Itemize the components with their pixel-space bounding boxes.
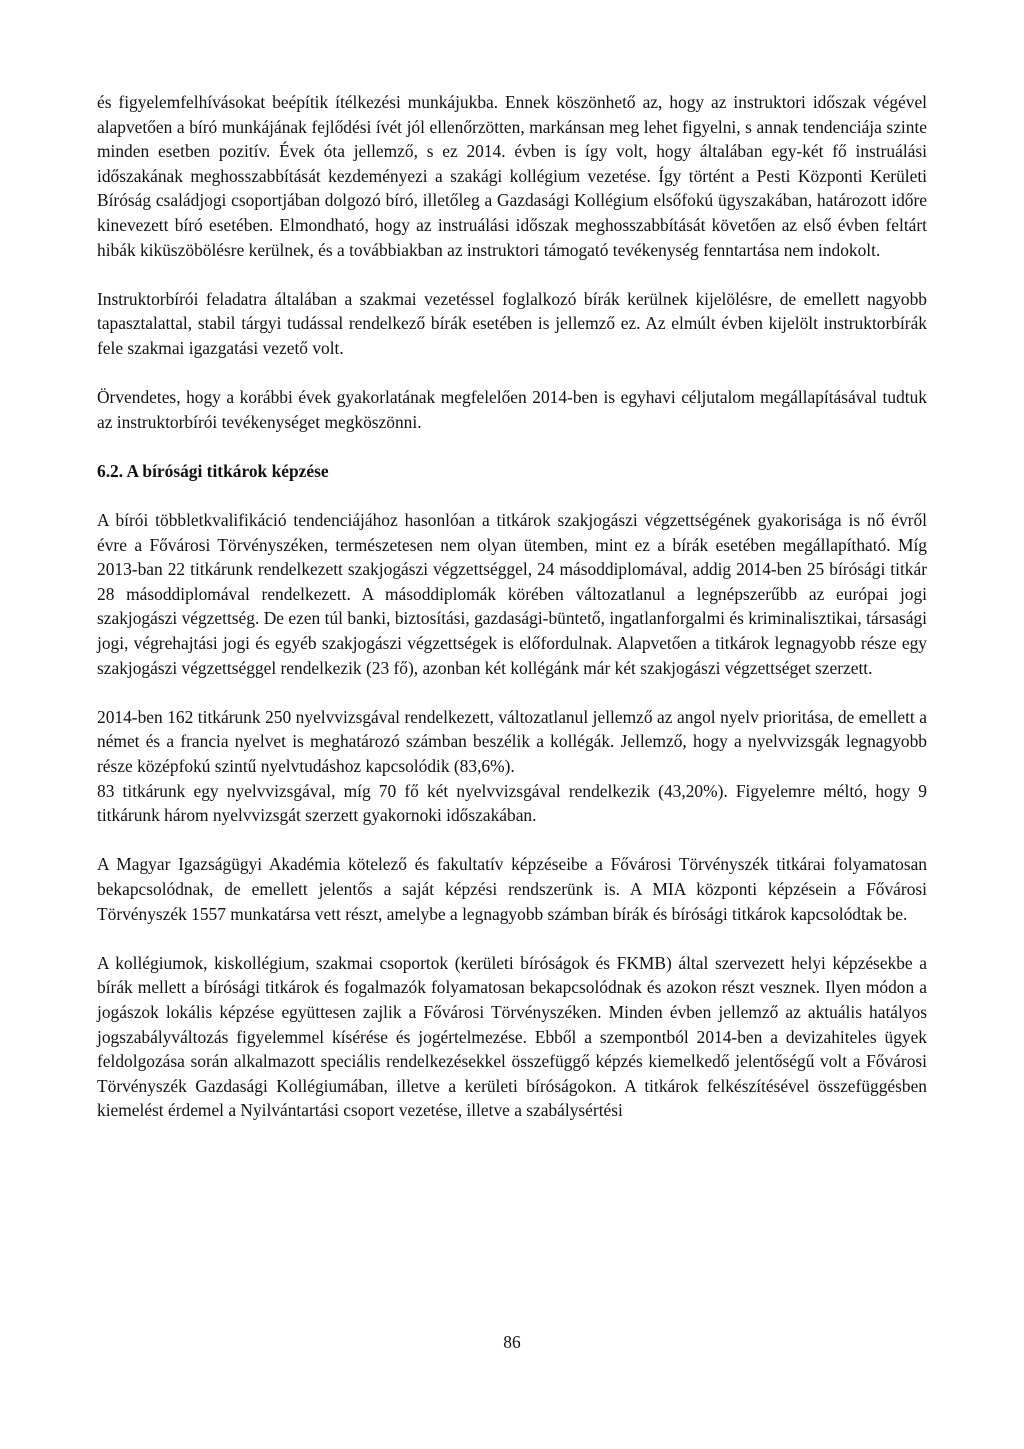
paragraph-instructor-judges: Instruktorbírói feladatra általában a szakmai vezetéssel foglalkozó bírák kerülnek kijelölésre, de emellett nagyobb tapasztalattal, stabil tárgyi tudással rendelkező bírák esetében is jellemző ez. Az elmúlt évben kijelölt instruktorbírák fele szakmai igazgatási vezető volt. — [97, 288, 927, 358]
paragraph-local-training: A kollégiumok, kiskollégium, szakmai csoportok (kerületi bíróságok és FKMB) által szervezett helyi képzésekbe a bírák mellett a bírósági titkárok és fogalmazók folyamatosan bekapcsolódnak és azokon részt vesznek. Ilyen módon a jogászok lokális képzése együttesen zajlik a Fővárosi Törvényszéken. Minden évben jellemző az aktuális hatályos jogszabályváltozás figyelemmel kísérése és jogértelmezése. Ebből a szempontból 2014-ben a devizahiteles ügyek feldolgozása során alkalmazott speciális rendelkezésekkel összefüggő képzés kiemelkedő jelentőségű volt a Fővárosi Törvényszék Gazdasági Kollégiumában, illetve a kerületi bíróságokon. A titkárok felkészítésével összefüggésben kiemelést érdemel a Nyilvántartási csoport vezetése, illetve a szabálysértési — [97, 952, 927, 1121]
page-number: 86 — [503, 1332, 521, 1352]
section-heading: 6.2. A bírósági titkárok képzése — [97, 460, 329, 481]
paragraph-language-exams-detail: 83 titkárunk egy nyelvvizsgával, míg 70 fő két nyelvvizsgával rendelkezik (43,20%). Figyelemre méltó, hogy 9 titkárunk három nyelvvizsgát szerzett gyakornoki időszakában. — [97, 780, 927, 826]
paragraph-language-exams: 2014-ben 162 titkárunk 250 nyelvvizsgával rendelkezett, változatlanul jellemző az angol nyelv prioritása, de emellett a német és a francia nyelvet is meghatározó számban beszélik a kollégák. Jellemző, hogy a nyelvvizsgák legnagyobb része középfokú szintű nyelvtudáshoz kapcsolódik (83,6%). — [97, 706, 927, 777]
page-body — [97, 90, 927, 1123]
paragraph-academy-training: A Magyar Igazságügyi Akadémia kötelező és fakultatív képzéseibe a Fővárosi Törvényszék titkárai folyamatosan bekapcsolódnak, de emellett jelentős a saját képzési rendszerünk is. A MIA központi képzésein a Fővárosi Törvényszék 1557 munkatársa vett részt, amelybe a legnagyobb számban bírák és bírósági titkárok kapcsolódtak be. — [97, 854, 927, 924]
paragraph-instructor-period: és figyelemfelhívásokat beépítik ítélkezési munkájukba. Ennek köszönhető az, hogy az instruktori időszak végével alapvetően a bíró munkájának fejlődési ívét jól ellenőrzötten, markánsan meg lehet figyelni, s annak tendenciája szinte minden esetben pozitív. Évek óta jellemző, s ez 2014. évben is így volt, hogy általában egy-két fő instruálási időszakának meghosszabbítását kezdeményezi a szakági kollégium vezetése. Így történt a Pesti Központi Kerületi Bíróság családjogi csoportjában dolgozó bíró, illetőleg a Gazdasági Kollégium elsőfokú ügyszakában, határozott időre kinevezett bíró esetében. Elmondható, hogy az instruálási időszak meghosszabbítását követően az első évben feltárt hibák kiküszöbölésre kerülnek, és a továbbiakban az instruktori támogató tevékenység fenntartása nem indokolt. — [97, 92, 927, 260]
paragraph-bonus: Örvendetes, hogy a korábbi évek gyakorlatának megfelelően 2014-ben is egyhavi céljutalom megállapításával tudtuk az instruktorbírói tevékenységet megköszönni. — [97, 387, 927, 432]
paragraph-qualifications: A bírói többletkvalifikáció tendenciájához hasonlóan a titkárok szakjogászi végzettségének gyakorisága is nő évről évre a Fővárosi Törvényszéken, természetesen nem olyan ütemben, mint ez a bírák esetében megállapítható. Míg 2013-ban 22 titkárunk rendelkezett szakjogászi végzettséggel, 24 másoddiplomával, addig 2014-ben 25 bírósági titkár 28 másoddiplomával rendelkezett. A másoddiplomák körében változatlanul a legnépszerűbb az európai jogi szakjogászi végzettség. De ezen túl banki, biztosítási, gazdasági-büntető, ingatlanforgalmi és kriminalisztikai, társasági jogi, végrehajtási jogi és egyéb szakjogászi végzettségek is előfordulnak. Alapvetően a titkárok legnagyobb része egy szakjogászi végzettséggel rendelkezik (23 fő), azonban két kollégánk már két szakjogászi végzettséget szerzett. — [97, 510, 927, 678]
